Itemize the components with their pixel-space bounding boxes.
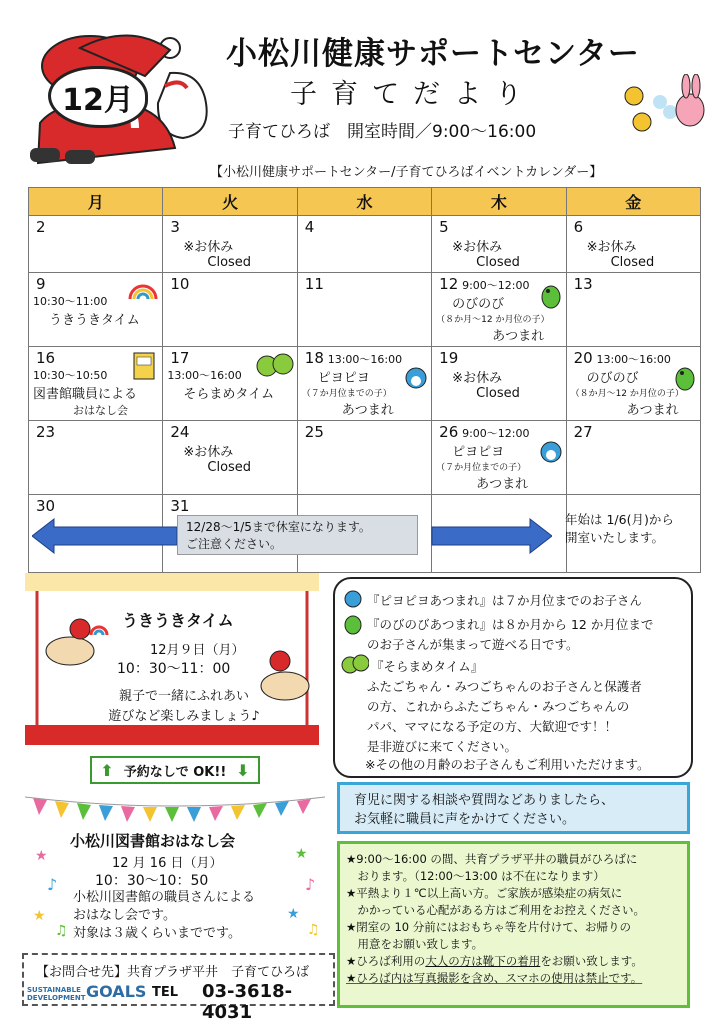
rule-1b: おります。（12:00～13:00 は不在になります）: [346, 869, 605, 883]
day-cell: [566, 273, 700, 347]
day-cell: [566, 216, 700, 273]
rule-4-emphasis: 大人の方は靴下の着用: [425, 954, 541, 968]
ukiuki-description: [69, 687, 299, 727]
no-reservation-label: 予約なしで OK!!: [123, 764, 227, 780]
event-time: 13:00～16:00: [596, 353, 671, 366]
arrow-down-icon: ⬇: [236, 760, 250, 780]
library-desc-line1: 小松川図書館の職員さんによる: [73, 890, 256, 905]
event-time: 9:00～12:00: [462, 279, 530, 292]
chick-icon: [343, 589, 363, 609]
day-cell: [432, 421, 566, 495]
consultation-notice: [337, 782, 690, 834]
closed-note: ※お休み: [452, 371, 503, 386]
day-number: 23: [36, 423, 56, 441]
rule-2: ★平熱より１℃以上高い方。ご家族が感染症の病気に: [346, 886, 623, 900]
curtain-bottom: [25, 725, 319, 745]
event-subtitle: あつまれ: [476, 477, 529, 492]
event-name: うきうきタイム: [49, 313, 140, 328]
day-number: 26: [439, 423, 459, 441]
chick-icon: [540, 439, 562, 465]
svg-text:♫: ♫: [55, 923, 68, 939]
goals-logo: GOALS: [86, 982, 147, 1001]
rule-1: ★9:00～16:00 の間、共育プラザ平井の職員がひろばに: [346, 852, 638, 866]
event-name: 図書館職員による: [33, 387, 138, 402]
ukiuki-date: 12月９日（月）: [150, 643, 245, 658]
svg-text:♫: ♫: [307, 922, 320, 938]
event-name: ピヨピヨ: [452, 445, 505, 460]
ukiuki-desc-line1: 親子で一緒にふれあい: [118, 689, 249, 704]
soramame-line1: ふたごちゃん・みつごちゃんのお子さんと保護者: [367, 679, 642, 694]
rule-5: ★ひろば内は写真撮影を含め、スマホの使用は禁止です。: [346, 971, 643, 985]
day-number: 6: [573, 218, 584, 236]
dinosaur-icon: [343, 613, 363, 635]
day-cell: [566, 421, 700, 495]
day-cell: [297, 421, 431, 495]
holiday-notice-line1: 12/28～1/5まで休室になります。: [186, 520, 371, 534]
consult-line2: お気軽に職員に声をかけてください。: [354, 812, 576, 827]
event-age: （８か月～12 か月位の子）: [436, 315, 550, 325]
soramame-line4: 是非遊びに来てください。: [367, 739, 518, 754]
closed-en: Closed: [610, 255, 655, 270]
nobinobi-info-2: のお子さんが集まって遊べる日です。: [367, 637, 579, 652]
sdg-logo: [27, 986, 85, 1002]
day-number: 4: [304, 218, 315, 236]
day-cell: [29, 421, 163, 495]
contact-box: [22, 953, 335, 1023]
svg-text:★: ★: [33, 908, 46, 924]
library-time: 10：30～10：50: [95, 873, 209, 889]
closed-note: ※お休み: [586, 240, 637, 255]
consult-line1: 育児に関する相談や質問などありましたら、: [354, 793, 615, 808]
day-cell: [432, 347, 566, 421]
phone-number: 03-3618-4031: [202, 981, 293, 1023]
bean-icon: [255, 351, 295, 379]
weekday-tue: 火: [163, 188, 297, 216]
day-cell: [432, 273, 566, 347]
day-number: 25: [304, 423, 324, 441]
day-number: 19: [439, 349, 459, 367]
rainbow-icon: [128, 277, 158, 301]
day-number: 20: [573, 349, 593, 367]
day-number: 2: [36, 218, 46, 236]
day-number: 24: [170, 423, 190, 441]
piyo-info: 『ピヨピヨあつまれ』は７か月位までのお子さん: [367, 593, 643, 608]
day-number: 5: [439, 218, 449, 236]
day-number: 18: [304, 349, 324, 367]
event-name: のびのび: [586, 371, 639, 386]
svg-text:♪: ♪: [47, 875, 58, 894]
event-time: 13:00～16:00: [327, 353, 403, 366]
closed-en: Closed: [476, 386, 520, 401]
book-icon: [132, 351, 156, 381]
day-number: 3: [170, 218, 180, 236]
day-number: 27: [573, 423, 593, 441]
event-age: （７か月位までの子）: [301, 389, 392, 399]
day-cell: [297, 216, 431, 273]
day-number: 31: [170, 497, 190, 515]
library-date: 12 月 16 日（月）: [112, 856, 223, 871]
ukiuki-time: 10：30～11：00: [117, 661, 231, 677]
soramame-line2: の方、これからふたごちゃん・みつごちゃんの: [367, 699, 630, 714]
day-number: 30: [36, 497, 56, 515]
library-desc-line2: おはなし会です。: [73, 908, 176, 923]
weekday-fri: 金: [566, 188, 700, 216]
ukiuki-desc-line2: 遊びなど楽しみましょう♪: [108, 709, 260, 724]
new-year-line1: 年始は 1/6(月)から: [565, 512, 674, 527]
chick-icon: [405, 365, 427, 391]
event-name: そらまめタイム: [183, 387, 275, 402]
soramame-line3: パパ、ママになる予定の方、大歓迎です！！: [367, 719, 618, 734]
event-time: 9:00～12:00: [462, 427, 530, 440]
closed-note: ※お休み: [452, 240, 503, 255]
day-cell: [297, 273, 431, 347]
day-cell: [432, 216, 566, 273]
closed-note: ※お休み: [183, 240, 234, 255]
holiday-notice-line2: ご注意ください。: [186, 537, 283, 551]
nobinobi-info-1: 『のびのびあつまれ』は８か月から 12 か月位まで: [367, 617, 654, 632]
closed-en: Closed: [207, 255, 252, 270]
event-time: 10:30～11:00: [33, 295, 108, 308]
day-number: 11: [304, 275, 324, 293]
event-time: 13:00～16:00: [167, 369, 242, 382]
rule-4-suffix: をお願い致します。: [540, 954, 643, 968]
event-info-panel: [333, 577, 693, 778]
day-cell: [566, 347, 700, 421]
event-name-2: おはなし会: [73, 404, 128, 417]
closed-note: ※お休み: [183, 445, 234, 460]
day-number: 12: [439, 275, 459, 293]
new-year-note: [565, 511, 674, 547]
svg-text:★: ★: [287, 906, 300, 922]
svg-text:♪: ♪: [305, 875, 316, 894]
curtain-top: [25, 573, 319, 591]
svg-text:★: ★: [295, 846, 308, 862]
event-age: （７か月位までの子）: [436, 463, 527, 473]
contact-label: 【お問合せ先】共育プラザ平井 子育てひろば: [36, 965, 310, 980]
day-number: 17: [170, 349, 190, 367]
day-cell: [163, 347, 297, 421]
page-subtitle: 子育てだより: [290, 79, 536, 110]
animals-illustration: [612, 74, 712, 138]
rule-4: [346, 953, 681, 970]
day-cell: [29, 347, 163, 421]
rule-2b: かかっている心配がある方はご利用をお控えください。: [346, 903, 645, 917]
day-number: 9: [36, 275, 46, 293]
rule-3b: 用意をお願い致します。: [346, 937, 484, 951]
sdg-line2: DEVELOPMENT: [27, 994, 86, 1002]
event-name: ピヨピヨ: [317, 371, 370, 386]
page-title: 小松川健康サポートセンター: [226, 36, 640, 72]
no-reservation-badge: [90, 756, 260, 784]
bunting-decoration: [25, 793, 325, 823]
svg-text:★: ★: [35, 848, 48, 864]
day-cell: [29, 273, 163, 347]
ukiuki-panel: [25, 573, 319, 748]
ukiuki-title: うきうきタイム: [122, 611, 234, 630]
new-year-line2: 開室いたします。: [565, 530, 665, 545]
day-cell: [163, 421, 297, 495]
day-cell: [29, 216, 163, 273]
rules-box: [337, 841, 690, 1008]
dinosaur-icon: [674, 363, 696, 391]
closed-en: Closed: [476, 255, 520, 270]
event-time: 10:30～10:50: [33, 369, 108, 382]
calendar-caption: 【小松川健康サポートセンター/子育てひろばイベントカレンダー】: [210, 165, 603, 180]
library-description: [73, 889, 255, 943]
weekday-thu: 木: [432, 188, 566, 216]
dinosaur-icon: [540, 281, 562, 309]
day-cell: [163, 216, 297, 273]
tel-label: TEL: [152, 985, 179, 1000]
closed-en: Closed: [207, 460, 252, 475]
event-name: のびのび: [452, 297, 505, 312]
arrow-up-icon: ⬆: [100, 760, 114, 780]
other-age-note: ※その他の月齢のお子さんもご利用いただけます。: [365, 757, 650, 772]
event-subtitle: あつまれ: [626, 403, 679, 418]
event-age: （８か月～12 か月位の子）: [570, 389, 684, 399]
rule-4-prefix: ★ひろば利用の: [346, 954, 426, 968]
bean-icon: [341, 653, 369, 675]
weekday-mon: 月: [29, 188, 163, 216]
event-subtitle: あつまれ: [341, 403, 394, 418]
day-number: 10: [170, 275, 190, 293]
opening-hours: 子育てひろば 開室時間／9:00～16:00: [228, 122, 537, 142]
day-cell: [163, 273, 297, 347]
rule-3: ★閉室の 10 分前にはおもちゃ等を片付けて、お帰りの: [346, 920, 632, 934]
library-title: 小松川図書館おはなし会: [70, 832, 236, 850]
soramame-title: 『そらまめタイム』: [371, 659, 484, 674]
event-subtitle: あつまれ: [492, 329, 545, 344]
day-cell: [297, 347, 431, 421]
holiday-notice: [177, 515, 418, 555]
day-number: 16: [36, 349, 56, 367]
month-badge: 12月: [48, 66, 148, 128]
day-number: 13: [573, 275, 593, 293]
library-desc-line3: 対象は３歳くらいまでです。: [73, 926, 241, 941]
weekday-wed: 水: [297, 188, 431, 216]
sdg-line1: SUSTAINABLE: [27, 986, 81, 994]
